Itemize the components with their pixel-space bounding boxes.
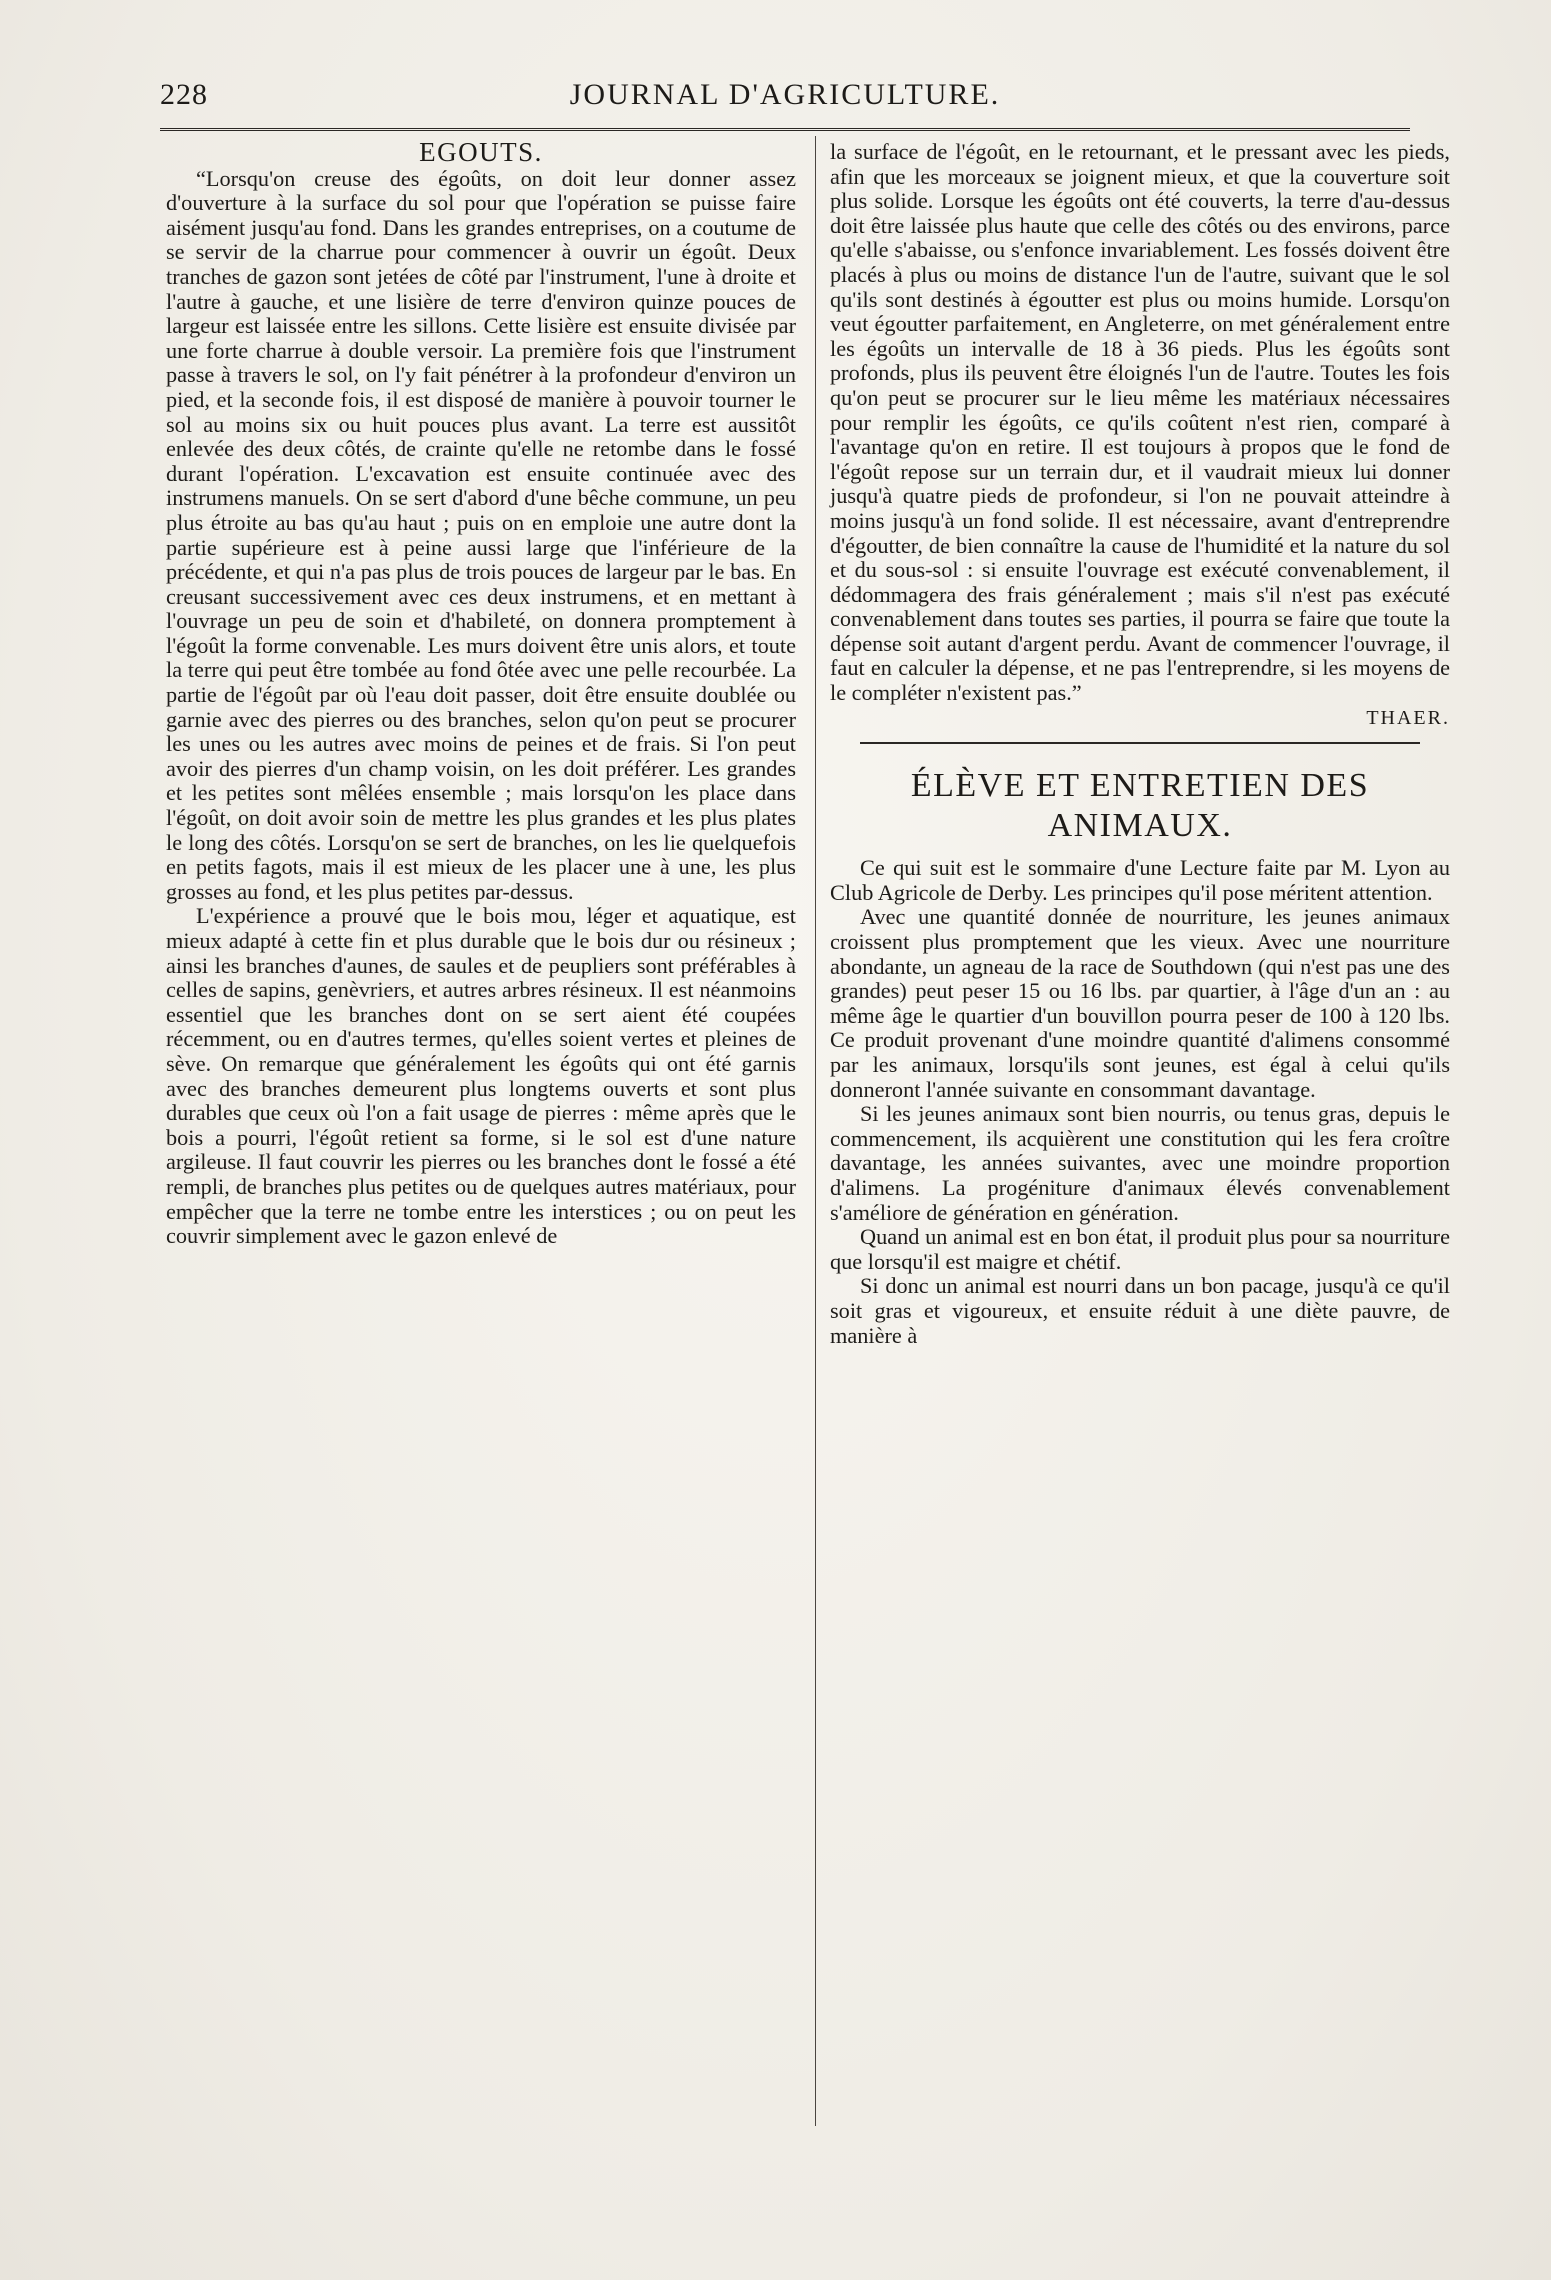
section-rule (860, 742, 1420, 744)
paragraph: Si donc un animal est nourri dans un bon pacage, jusqu'à ce qu'il soit gras et vigoureux, et ensuite réduit à une diète pauvre, de manière à (830, 1273, 1450, 1348)
paragraph: Avec une quantité donnée de nourriture, les jeunes animaux croissent plus promptement que les vieux. Avec une nourriture abondante, un agneau de la race de Southdown (qui n'est pas une des grandes) peut peser 15 ou 16 lbs. par quartier, à l'âge d'un an : au même âge le quartier d'un bouvillon pourra peser de 100 à 120 lbs. Ce produit provenant d'une moindre quantité d'alimens consommé par les animaux, lorsqu'ils sont jeunes, est égal à celui qu'ils donneront l'année suivante en consommant davantage. (830, 904, 1450, 1102)
page-header (160, 78, 1410, 118)
section-title-animaux: ÉLÈVE ET ENTRETIEN DES ANIMAUX. (910, 767, 1370, 845)
paragraph: L'expérience a prouvé que le bois mou, léger et aquatique, est mieux adapté à cette fin et plus durable que le bois dur ou résineux ; ainsi les branches d'aunes, de saules et de peupliers sont préférables à celles de sapins, genèvriers, et autres arbres résineux. Il est néanmoins essentiel que les branches dont on se sert aient été coupées récemment, ou en d'autres termes, qu'elles soient vertes et pleines de sève. On remarque que généralement les égoûts qui ont été garnis avec des branches demeurent plus longtems ouverts et sont plus durables que ceux où l'on a fait usage de pierres : même après que le bois a pourri, l'égoût retient sa forme, si le sol est d'une nature argileuse. Il faut couvrir les pierres ou les branches dont le fossé a été rempli, de branches plus petites ou de quelques autres matériaux, pour empêcher que la terre ne tombe entre les interstices ; ou on peut les couvrir simplement avec le gazon enlevé de (166, 903, 796, 1249)
right-column (830, 140, 1450, 1348)
left-column (166, 137, 796, 1249)
page-number: 228 (160, 78, 208, 111)
running-title: JOURNAL D'AGRICULTURE. (569, 78, 1001, 111)
paragraph: Quand un animal est en bon état, il produit plus pour sa nourriture que lorsqu'il est maigre et chétif. (830, 1224, 1450, 1274)
paragraph: Si les jeunes animaux sont bien nourris, ou tenus gras, depuis le commencement, ils acquièrent une constitution qui les fera croître davantage, les années suivantes, avec une moindre proportion d'alimens. La progéniture d'animaux élevés convenablement s'améliore de génération en génération. (830, 1101, 1450, 1225)
column-divider (815, 136, 816, 2126)
paragraph-continuation: la surface de l'égoût, en le retournant, et le pressant avec les pieds, afin que les morceaux se joignent mieux, et que la couverture soit plus solide. Lorsque les égoûts ont été couverts, la terre d'au-dessus doit être laissée plus haute que celle des côtés ou des environs, parce qu'elle s'abaisse, ou s'enfonce invariablement. Les fossés doivent être placés à plus ou moins de distance l'un de l'autre, suivant que le sol qu'ils sont destinés à égoutter est plus ou moins humide. Lorsqu'on veut égoutter parfaitement, en Angleterre, on met généralement entre les égoûts un intervalle de 18 à 36 pieds. Plus les égoûts sont profonds, plus ils peuvent être éloignés l'un de l'autre. Toutes les fois qu'on peut se procurer sur le lieu même les matériaux nécessaires pour remplir les égoûts, ce qu'ils coûtent n'est rien, comparé à l'avantage qu'on en retire. Il est toujours à propos que le fond de l'égoût repose sur un terrain dur, et il vaudrait mieux lui donner jusqu'à quatre pieds de profondeur, si l'on ne pouvait atteindre à moins jusqu'à un fond solide. Il est nécessaire, avant d'entreprendre d'égoutter, de bien connaître la cause de l'humidité et la nature du sol et du sous-sol : si ensuite l'ouvrage est exécuté convenablement, il dédommagera des frais généralement ; mais s'il n'est pas exécuté convenablement dans toutes ses parties, il pourra se faire que toute la dépense soit autant d'argent perdu. Avant de commencer l'ouvrage, il faut en calculer la dépense, et ne pas l'entreprendre, si les moyens de le compléter n'existent pas.” (830, 139, 1450, 706)
section-title-egouts: EGOUTS. (419, 137, 543, 167)
paragraph: Ce qui suit est le sommaire d'une Lecture faite par M. Lyon au Club Agricole de Derby. Les principes qu'il pose méritent attention. (830, 855, 1450, 905)
author-signature: THAER. (1366, 706, 1450, 729)
header-rule (160, 128, 1410, 131)
paragraph: “Lorsqu'on creuse des égoûts, on doit leur donner assez d'ouverture à la surface du sol pour que l'opération se puisse faire aisément jusqu'au fond. Dans les grandes entreprises, on a coutume de se servir de la charrue pour commencer à ouvrir un égoût. Deux tranches de gazon sont jetées de côté par l'instrument, l'une à droite et l'autre à gauche, et une lisière de terre d'environ quinze pouces de largeur est laissée entre les sillons. Cette lisière est ensuite divisée par une forte charrue à double versoir. La première fois que l'instrument passe à travers le sol, on l'y fait pénétrer à la profondeur d'environ un pied, et la seconde fois, il est disposé de manière à pouvoir tourner le sol au moins six ou huit pouces plus avant. La terre est aussitôt enlevée des deux côtés, de crainte qu'elle ne retombe dans le fossé durant l'opération. L'excavation est ensuite continuée avec des instrumens manuels. On se sert d'abord d'une bêche commune, un peu plus étroite au bas qu'au haut ; puis on en emploie une autre dont la partie supérieure est à peine aussi large que l'inférieure de la précédente, et qui n'a pas plus de trois pouces de largeur par le bas. En creusant successivement avec ces deux instrumens, et en mettant à l'ouvrage un peu de soin et d'habileté, on donnera promptement à l'égoût la forme convenable. Les murs doivent être unis alors, et toute la terre qui peut être tombée au fond ôtée avec une pelle recourbée. La partie de l'égoût par où l'eau doit passer, doit être ensuite doublée ou garnie avec des pierres ou des branches, selon qu'on peut se procurer les unes ou les autres avec moins de peines et de frais. Si l'on peut avoir des pierres d'un champ voisin, on les doit préférer. Les grandes et les petites sont mêlées ensemble ; mais lorsqu'on les place dans l'égoût, on doit avoir soin de mettre les plus grandes et les plus plates le long des côtés. Lorsqu'on se sert de branches, on les lie quelquefois en petits fagots, mais il est mieux de les placer une à une, les plus grosses au fond, et les plus petites par-dessus. (166, 165, 796, 904)
